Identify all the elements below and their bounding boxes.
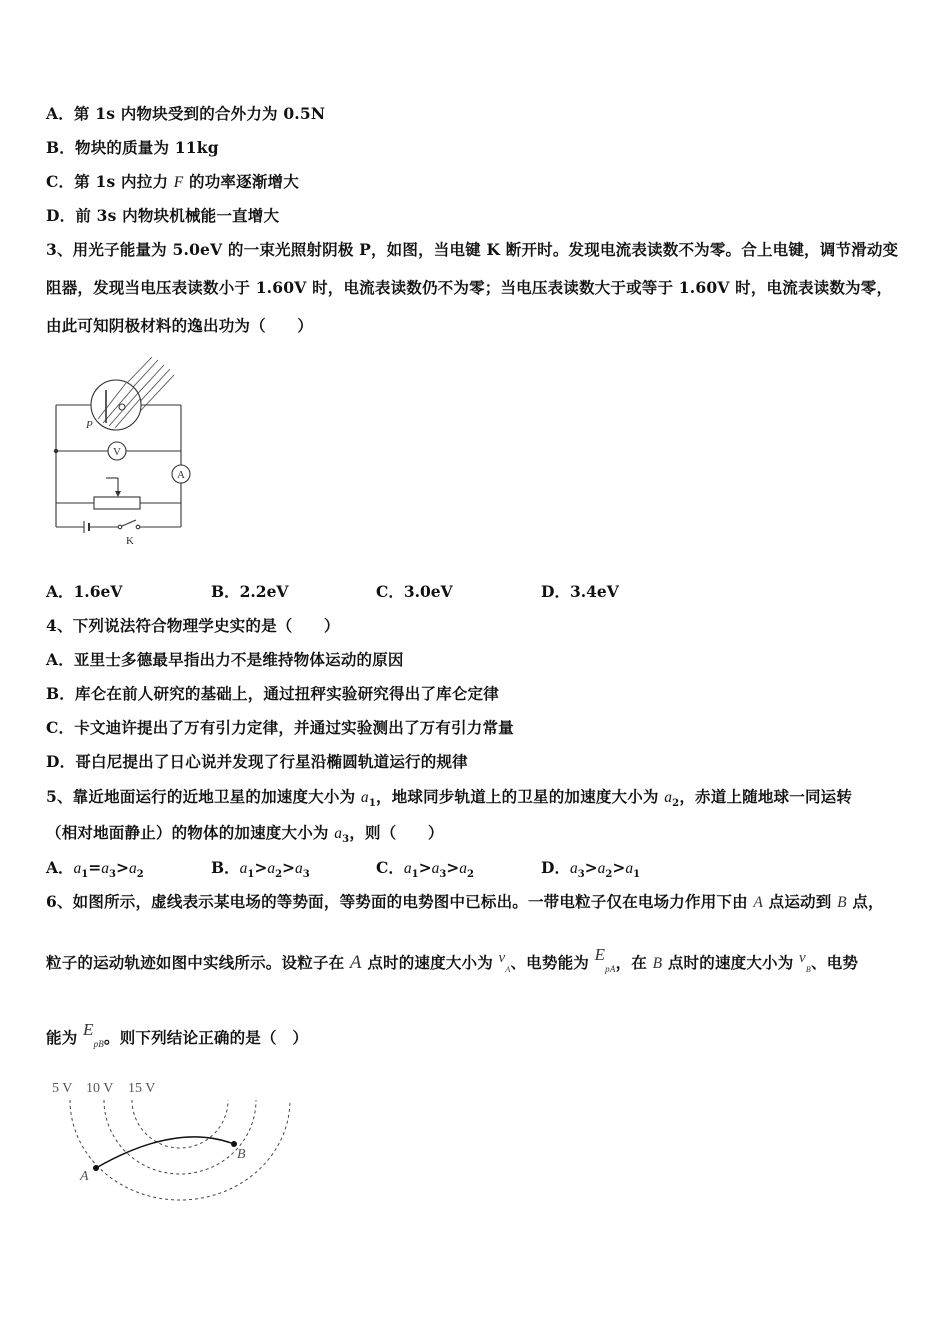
q3-option-c: C．3.0eV bbox=[376, 582, 453, 601]
svg-text:5 V: 5 V bbox=[52, 1081, 73, 1096]
q6-stem-line1: 6、如图所示，虚线表示某电场的等势面，等势面的电势图中已标出。一带电粒子仅在电场力作用下由 A 点运动到 B 点， bbox=[46, 892, 884, 911]
q3-stem-line3: 由此可知阴极材料的逸出功为（ ） bbox=[46, 316, 313, 335]
q2-option-d: D．前 3s 内物块机械能一直增大 bbox=[46, 206, 280, 225]
q3-option-b: B．2.2eV bbox=[211, 582, 289, 601]
q5-option-b: B．$a_1>a_2>a_3$ bbox=[211, 858, 310, 881]
q2-option-a: A．第 1s 内物块受到的合外力为 0.5N bbox=[46, 104, 326, 123]
q3-stem-line2: 阻器，发现当电压表读数小于 1.60V 时，电流表读数仍不为零；当电压表读数大于或等于 1.60V 时，电流表读数为零， bbox=[46, 278, 893, 297]
q2-option-c: C．第 1s 内拉力 F 的功率逐渐增大 bbox=[46, 172, 299, 191]
svg-text:K: K bbox=[126, 535, 134, 547]
q4-stem: 4、下列说法符合物理学史实的是（ ） bbox=[46, 616, 340, 635]
q4-option-c: C．卡文迪许提出了万有引力定律，并通过实验测出了万有引力常量 bbox=[46, 718, 514, 737]
q5-option-a: A．$a_1=a_3>a_2$ bbox=[46, 858, 144, 881]
svg-text:15 V: 15 V bbox=[128, 1081, 156, 1096]
q3-circuit-diagram bbox=[46, 355, 206, 550]
svg-text:P: P bbox=[86, 419, 93, 431]
svg-text:V: V bbox=[113, 446, 121, 458]
q4-option-b: B．库仑在前人研究的基础上，通过扭秤实验研究得出了库仑定律 bbox=[46, 684, 499, 703]
q2-option-b: B．物块的质量为 11kg bbox=[46, 138, 219, 157]
q3-option-a: A．1.6eV bbox=[46, 582, 123, 601]
q4-option-d: D．哥白尼提出了日心说并发现了行星沿椭圆轨道运行的规律 bbox=[46, 752, 468, 771]
svg-text:B: B bbox=[237, 1147, 246, 1162]
svg-text:A: A bbox=[177, 469, 185, 481]
point-a bbox=[93, 1165, 99, 1171]
q4-option-a: A．亚里士多德最早指出力不是维持物体运动的原因 bbox=[46, 650, 404, 669]
rheostat bbox=[94, 497, 140, 509]
svg-text:10 V: 10 V bbox=[86, 1081, 114, 1096]
q3-option-d: D．3.4eV bbox=[541, 582, 619, 601]
q6-stem-line3: 能为 $E_{pB}$。则下列结论正确的是（ ） bbox=[46, 1020, 309, 1050]
q5-option-d: D．$a_3>a_2>a_1$ bbox=[541, 858, 641, 881]
svg-text:A: A bbox=[80, 1169, 89, 1184]
q6-equipotential-diagram bbox=[46, 1072, 306, 1212]
q5-stem-line2: （相对地面静止）的物体的加速度大小为 $a_3$，则（ ） bbox=[46, 823, 444, 846]
q3-stem-line1: 3、用光子能量为 5.0eV 的一束光照射阴极 P，如图，当电键 K 断开时。发现电流表读数不为零。合上电键，调节滑动变 bbox=[46, 240, 899, 259]
q5-stem-line1: 5、靠近地面运行的近地卫星的加速度大小为 $a_1$，地球同步轨道上的卫星的加速度大小为 $a_2$，赤道上随地球一同运转 bbox=[46, 787, 853, 810]
equipotential-5v bbox=[70, 1100, 290, 1200]
switch-k bbox=[122, 520, 136, 526]
equipotential-15v bbox=[132, 1100, 228, 1148]
q5-option-c: C．$a_1>a_3>a_2$ bbox=[376, 858, 474, 881]
q6-stem-line2: 粒子的运动轨迹如图中实线所示。设粒子在 A 点时的速度大小为 $v_A$、电势能为 $E_{pA}$，在 B 点时的速度大小为 $v_B$、电势 bbox=[46, 945, 859, 975]
